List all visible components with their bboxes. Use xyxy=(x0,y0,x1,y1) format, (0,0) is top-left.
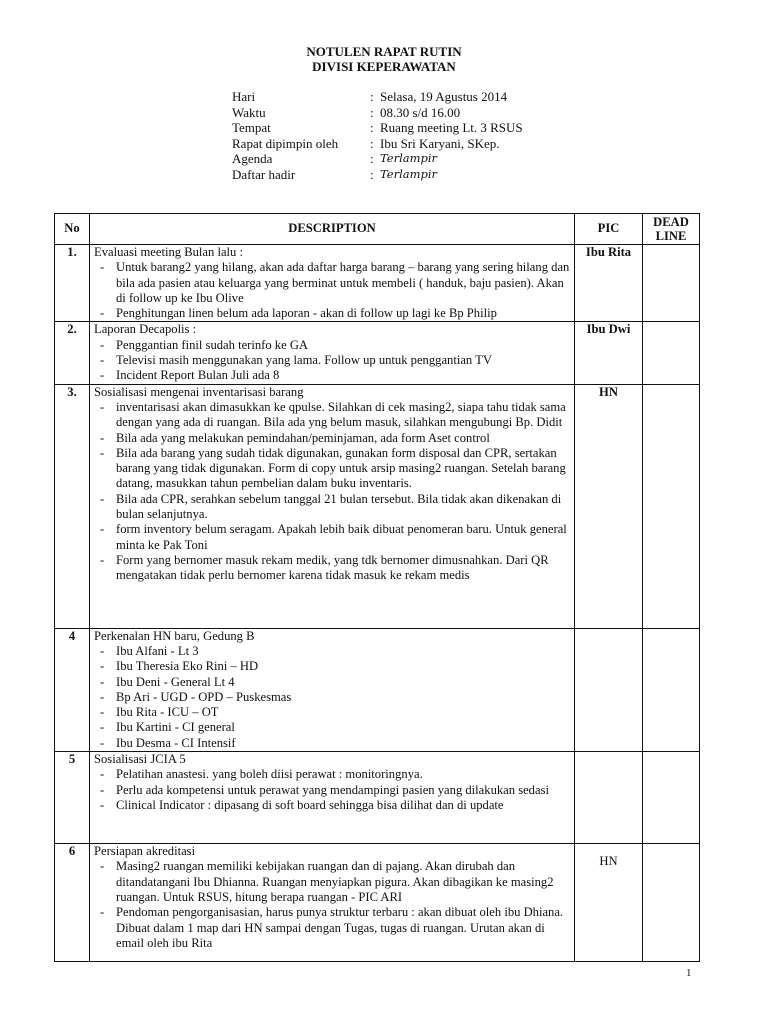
list-item xyxy=(94,400,570,431)
header-deadline-line2: LINE xyxy=(655,229,687,243)
bullet-dash-icon: - xyxy=(100,767,105,782)
list-item xyxy=(94,431,570,446)
row-deadline xyxy=(643,245,700,322)
row-item-list xyxy=(94,260,570,321)
row-number: 4 xyxy=(55,628,90,751)
meta-label: Agenda xyxy=(232,151,273,166)
header-pic: PIC xyxy=(575,214,643,245)
list-item xyxy=(94,720,570,735)
meta-row-hari xyxy=(232,89,523,105)
row-title: Perkenalan HN baru, Gedung B xyxy=(94,628,255,643)
list-item xyxy=(94,522,570,553)
list-item xyxy=(94,260,570,306)
list-item-text: Masing2 ruangan memiliki kebijakan ruangan dan di pajang. Akan dirubah dan ditandatangani Ibu Dhianna. Ruangan menyiapkan pigura. Akan dibagikan ke masing2 ruangan. Untuk RSUS, hitung berapa ruangan - PIC ARI xyxy=(116,859,554,904)
list-item-text: Bila ada yang melakukan pemindahan/peminjaman, ada form Aset control xyxy=(116,430,490,445)
list-item-text: Ibu Kartini - CI general xyxy=(116,720,235,735)
row-number: 6 xyxy=(55,844,90,962)
meta-label: Waktu xyxy=(232,104,266,120)
meta-colon: : xyxy=(370,104,374,120)
list-item xyxy=(94,705,570,720)
list-item-text: Clinical Indicator : dipasang di soft board sehingga bisa dilihat dan di update xyxy=(116,797,504,812)
list-item xyxy=(94,783,570,798)
document-title-line2: DIVISI KEPERAWATAN xyxy=(312,59,456,74)
row-item-list xyxy=(94,767,570,813)
list-item xyxy=(94,353,570,368)
list-item xyxy=(94,675,570,690)
list-item-text: Bila ada barang yang sudah tidak digunakan, gunakan form disposal dan CPR, sertakan barang yang tidak digunakan. Form di copy untuk arsip masing2 ruangan. Setelah barang datang, masukkan tahun pembelian dalam buku inventaris. xyxy=(116,445,566,491)
list-item-text: Ibu Alfani - Lt 3 xyxy=(116,643,199,658)
bullet-dash-icon: - xyxy=(100,445,105,460)
meta-colon: : xyxy=(370,120,374,135)
row-pic xyxy=(575,752,643,844)
meta-label: Hari xyxy=(232,89,256,104)
row-pic: HN xyxy=(575,384,643,628)
list-item xyxy=(94,859,570,905)
list-item-text: Bp Ari - UGD - OPD – Puskesmas xyxy=(116,689,292,704)
list-item xyxy=(94,659,570,674)
table-row xyxy=(55,245,700,322)
meta-row-daftar-hadir xyxy=(232,167,523,183)
row-deadline xyxy=(643,752,700,844)
header-deadline-line1: DEAD xyxy=(653,215,689,229)
table-row xyxy=(55,844,700,962)
table-row xyxy=(55,628,700,751)
bullet-dash-icon: - xyxy=(100,552,105,567)
row-pic xyxy=(575,628,643,751)
bullet-dash-icon: - xyxy=(100,674,105,689)
row-item-list xyxy=(94,338,570,384)
meta-value: 08.30 s/d 16.00 xyxy=(380,104,461,120)
list-item-text: Incident Report Bulan Juli ada 8 xyxy=(116,368,280,383)
list-item-text: Form yang bernomer masuk rekam medik, yang tdk bernomer dimusnahkan. Dari QR mengatakan tidak perlu bernomer karena tidak masuk ke rekam medis xyxy=(116,552,549,583)
list-item xyxy=(94,368,570,383)
list-item-text: form inventory belum seragam. Apakah lebih baik dibuat penomeran baru. Untuk general minta ke Pak Toni xyxy=(116,522,567,552)
bullet-dash-icon: - xyxy=(100,797,105,812)
list-item-text: Bila ada CPR, serahkan sebelum tanggal 21 bulan tersebut. Bila tidak akan dikenakan di bulan selanjutnya. xyxy=(116,491,562,522)
minutes-table xyxy=(54,213,700,962)
list-item xyxy=(94,905,570,951)
row-description xyxy=(90,844,575,962)
list-item-text: Untuk barang2 yang hilang, akan ada daftar harga barang – barang yang sering hilang dan bila ada pasien atau keluarga yang berminat untuk membeli ( handuk, baju pasien). Akan di follow up ke Ibu Olive xyxy=(116,260,570,305)
header-description: DESCRIPTION xyxy=(90,214,575,245)
meta-colon: : xyxy=(370,89,374,104)
list-item xyxy=(94,798,570,813)
row-pic: HN xyxy=(575,844,643,962)
meta-value: Terlampir xyxy=(380,166,438,181)
list-item-text: Televisi masih menggunakan yang lama. Follow up untuk penggantian TV xyxy=(116,353,492,368)
list-item-text: Pendoman pengorganisasian, harus punya struktur terbaru : akan dibuat oleh ibu Dhiana. Dibuat dalam 1 map dari HN sampai dengan Tugas, tugas di ruangan. Urutan akan di email oleh ibu Rita xyxy=(116,905,564,950)
row-item-list xyxy=(94,859,570,951)
bullet-dash-icon: - xyxy=(100,689,105,704)
row-number: 2. xyxy=(55,322,90,384)
bullet-dash-icon: - xyxy=(100,491,105,506)
table-row xyxy=(55,322,700,384)
bullet-dash-icon: - xyxy=(100,399,105,414)
row-title: Persiapan akreditasi xyxy=(94,844,196,859)
list-item xyxy=(94,492,570,523)
list-item xyxy=(94,338,570,353)
meta-colon: : xyxy=(370,151,374,166)
row-description xyxy=(90,752,575,844)
meta-value: Selasa, 19 Agustus 2014 xyxy=(380,89,508,104)
table-header-row xyxy=(55,214,700,245)
meta-colon: : xyxy=(370,135,374,151)
row-deadline xyxy=(643,844,700,962)
meta-colon: : xyxy=(370,166,374,182)
meta-value: Ruang meeting Lt. 3 RSUS xyxy=(380,120,523,135)
list-item xyxy=(94,767,570,782)
row-pic: Ibu Rita xyxy=(575,245,643,322)
document-title-line1: NOTULEN RAPAT RUTIN xyxy=(306,44,462,59)
list-item-text: Ibu Theresia Eko Rini – HD xyxy=(116,659,259,674)
meta-label: Tempat xyxy=(232,120,271,135)
row-description xyxy=(90,322,575,384)
list-item xyxy=(94,644,570,659)
header-deadline xyxy=(643,214,700,245)
row-title: Sosialisasi mengenai inventarisasi barang xyxy=(94,384,304,399)
list-item xyxy=(94,553,570,584)
bullet-dash-icon: - xyxy=(100,643,105,658)
meta-row-waktu xyxy=(232,105,523,121)
page-number: 1 xyxy=(686,967,692,979)
meta-value: Ibu Sri Karyani, SKep. xyxy=(380,135,500,151)
list-item-text: inventarisasi akan dimasukkan ke qpulse. Silahkan di cek masing2, siapa tahu tidak sama dengan yang ada di ruangan. Bila ada yng belum masuk, silahkan mengubungi Bp. Didit xyxy=(116,399,566,430)
bullet-dash-icon: - xyxy=(100,430,105,445)
list-item xyxy=(94,690,570,705)
meeting-info xyxy=(232,89,523,182)
list-item-text: Perlu ada kompetensi untuk perawat yang mendampingi pasien yang dilakukan sedasi xyxy=(116,782,549,797)
row-number: 3. xyxy=(55,384,90,628)
bullet-dash-icon: - xyxy=(100,353,105,368)
row-title: Evaluasi meeting Bulan lalu : xyxy=(94,245,243,259)
list-item xyxy=(94,306,570,321)
bullet-dash-icon: - xyxy=(100,782,105,797)
bullet-dash-icon: - xyxy=(100,260,105,275)
bullet-dash-icon: - xyxy=(100,659,105,674)
table-row xyxy=(55,752,700,844)
row-title: Sosialisasi JCIA 5 xyxy=(94,752,186,767)
row-deadline xyxy=(643,322,700,384)
row-deadline xyxy=(643,628,700,751)
row-description xyxy=(90,384,575,628)
row-title: Laporan Decapolis : xyxy=(94,322,197,337)
row-description xyxy=(90,245,575,322)
row-item-list xyxy=(94,644,570,751)
list-item-text: Ibu Rita - ICU – OT xyxy=(116,705,219,720)
bullet-dash-icon: - xyxy=(100,306,105,321)
meta-value: Terlampir xyxy=(380,151,438,165)
bullet-dash-icon: - xyxy=(100,705,105,720)
list-item-text: Ibu Deni - General Lt 4 xyxy=(116,674,235,689)
row-number: 1. xyxy=(55,245,90,322)
list-item xyxy=(94,446,570,492)
bullet-dash-icon: - xyxy=(100,368,105,383)
header-no: No xyxy=(55,214,90,245)
bullet-dash-icon: - xyxy=(100,859,105,874)
table-row xyxy=(55,384,700,628)
bullet-dash-icon: - xyxy=(100,337,105,352)
list-item-text: Penggantian finil sudah terinfo ke GA xyxy=(116,337,309,352)
bullet-dash-icon: - xyxy=(100,735,105,750)
meta-label: Daftar hadir xyxy=(232,166,296,182)
meta-row-agenda xyxy=(232,151,523,167)
meta-row-tempat xyxy=(232,120,523,136)
row-pic: Ibu Dwi xyxy=(575,322,643,384)
meta-row-pimpinan xyxy=(232,136,523,152)
list-item-text: Ibu Desma - CI Intensif xyxy=(116,735,236,750)
bullet-dash-icon: - xyxy=(100,720,105,735)
list-item xyxy=(94,736,570,751)
list-item-text: Penghitungan linen belum ada laporan - akan di follow up lagi ke Bp Philip xyxy=(116,306,497,321)
bullet-dash-icon: - xyxy=(100,522,105,537)
meta-label: Rapat dipimpin oleh xyxy=(232,135,339,151)
list-item-text: Pelatihan anastesi. yang boleh diisi perawat : monitoringnya. xyxy=(116,767,423,782)
bullet-dash-icon: - xyxy=(100,905,105,920)
row-number: 5 xyxy=(55,752,90,844)
row-deadline xyxy=(643,384,700,628)
row-item-list xyxy=(94,400,570,584)
row-description xyxy=(90,628,575,751)
